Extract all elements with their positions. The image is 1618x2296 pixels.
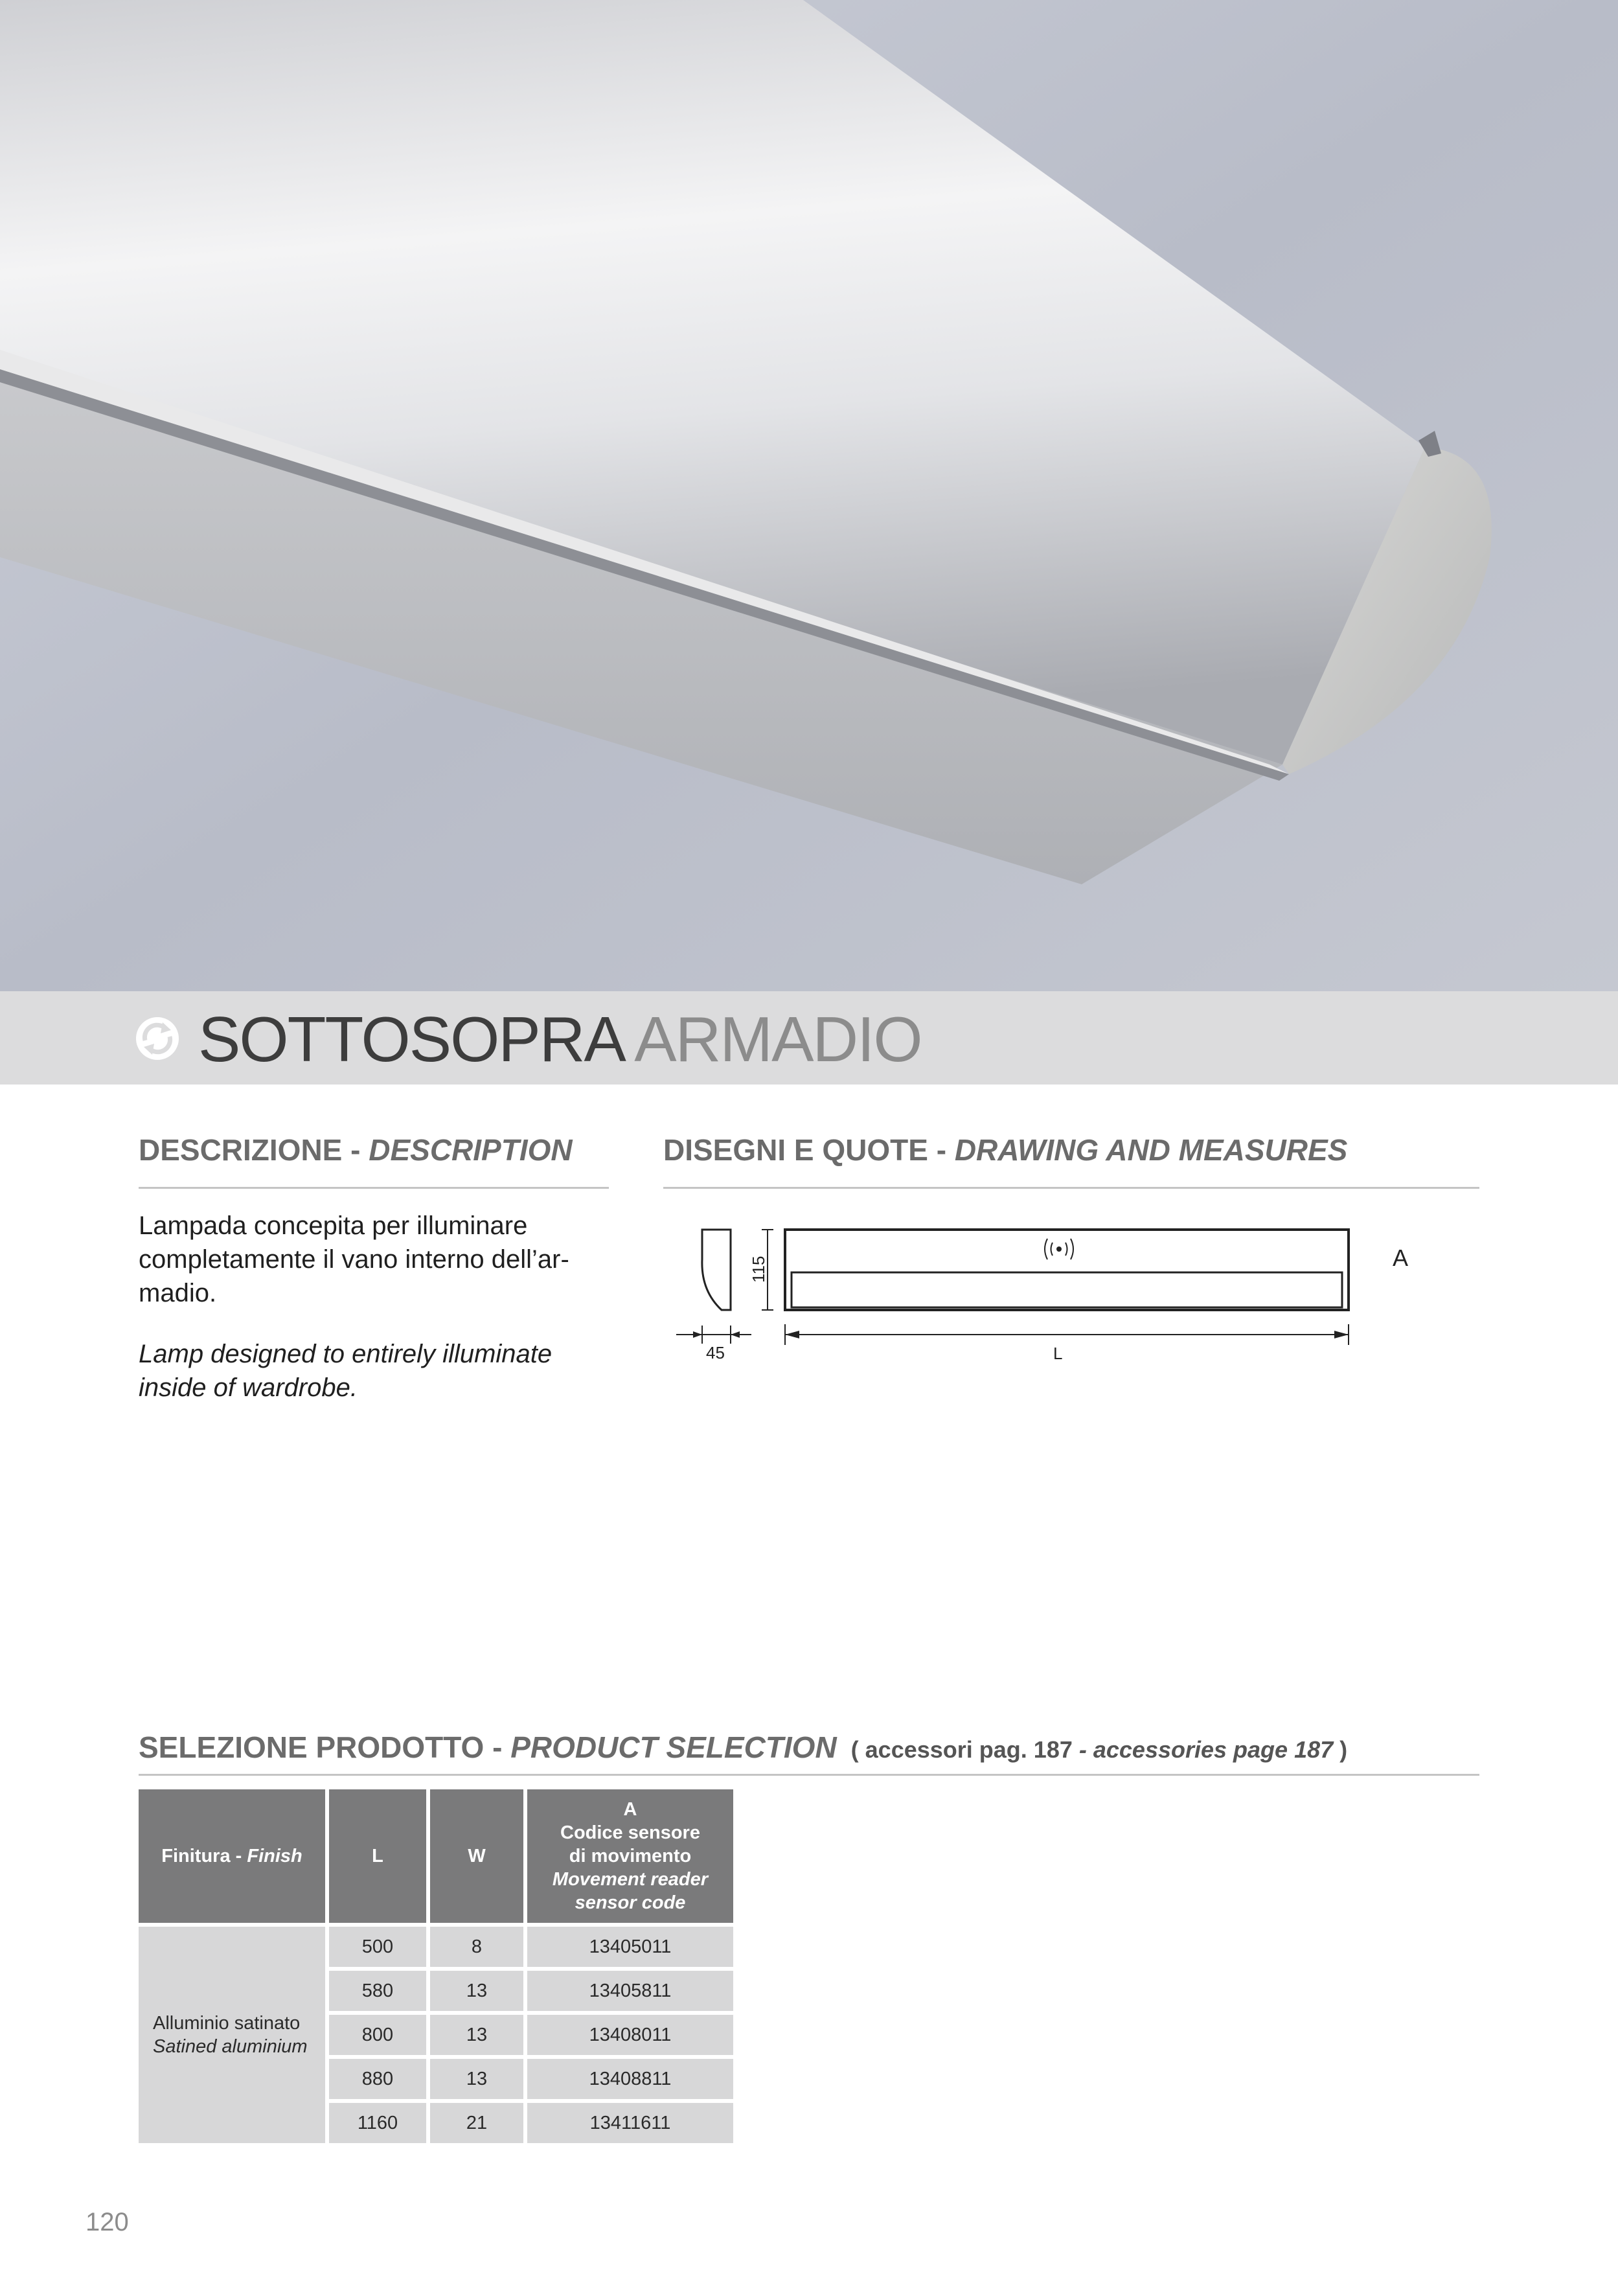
watt-cell: 8 [430, 1927, 523, 1967]
table-header-row [139, 1789, 733, 1923]
description-line: Lamp designed to entirely illuminate [139, 1340, 553, 1368]
accessories-note-en: - accessories page 187 [1072, 1736, 1334, 1763]
column-header-sensor-code: A Codice sensore di movimento Movement reader sensor code [527, 1789, 733, 1923]
code-cell: 13405811 [527, 1971, 733, 2011]
description-heading [139, 1132, 573, 1167]
drawing-heading [663, 1132, 1347, 1167]
length-cell: 580 [329, 1971, 426, 2011]
selection-divider [139, 1774, 1479, 1776]
selection-heading [139, 1730, 1347, 1765]
product-variant-name: ARMADIO [634, 1004, 922, 1075]
rotate-arrows-icon [135, 1016, 180, 1061]
description-heading-it: DESCRIZIONE - [139, 1133, 369, 1167]
drawing-divider [663, 1187, 1479, 1189]
description-line: completamente il vano interno dell’ar- [139, 1245, 569, 1274]
accessories-note-it: ( accessori pag. 187 [850, 1736, 1073, 1763]
column-header-watt: W [430, 1789, 523, 1923]
description-heading-en: DESCRIPTION [369, 1133, 573, 1167]
drawing-heading-it: DISEGNI E QUOTE - [663, 1133, 955, 1167]
selection-heading-it: SELEZIONE PRODOTTO - [139, 1730, 511, 1764]
description-line: inside of wardrobe. [139, 1373, 358, 1402]
lamp-illustration [0, 0, 1618, 991]
code-cell: 13408811 [527, 2059, 733, 2099]
product-photo [0, 0, 1618, 991]
description-line: Lampada concepita per illuminare [139, 1211, 528, 1240]
code-cell: 13411611 [527, 2103, 733, 2143]
page-title [198, 1003, 922, 1075]
length-dimension-label: L [1053, 1344, 1063, 1363]
diffuser-outline [792, 1272, 1342, 1307]
length-cell: 500 [329, 1927, 426, 1967]
length-cell: 1160 [329, 2103, 426, 2143]
finish-cell: Alluminio satinato Satined aluminium [139, 1927, 325, 2143]
column-header-finish: Finitura - Finish [139, 1789, 325, 1923]
technical-drawing [667, 1218, 1451, 1373]
watt-cell: 13 [430, 1971, 523, 2011]
motion-sensor-icon [1045, 1239, 1073, 1259]
drawing-heading-en: DRAWING AND MEASURES [954, 1133, 1348, 1167]
height-dimension-label: 115 [749, 1256, 768, 1283]
variant-label: A [1393, 1245, 1409, 1271]
code-cell: 13405011 [527, 1927, 733, 1967]
table-row [139, 1927, 733, 1967]
selection-heading-en: PRODUCT SELECTION [510, 1730, 837, 1764]
length-cell: 880 [329, 2059, 426, 2099]
watt-cell: 13 [430, 2059, 523, 2099]
product-table [135, 1785, 737, 2147]
front-view [785, 1230, 1349, 1310]
watt-cell: 13 [430, 2015, 523, 2055]
side-profile [702, 1230, 731, 1310]
description-text-it [139, 1209, 569, 1310]
accessories-note [851, 1736, 1347, 1763]
page-number: 120 [85, 2208, 129, 2236]
description-text-en [139, 1337, 552, 1405]
length-cell: 800 [329, 2015, 426, 2055]
accessories-note-end: ) [1333, 1736, 1348, 1763]
width-dimension-label: 45 [706, 1343, 725, 1362]
product-name: SOTTOSOPRA [198, 1004, 622, 1075]
description-divider [139, 1187, 609, 1189]
watt-cell: 21 [430, 2103, 523, 2143]
code-cell: 13408011 [527, 2015, 733, 2055]
description-line: madio. [139, 1279, 217, 1307]
column-header-length: L [329, 1789, 426, 1923]
